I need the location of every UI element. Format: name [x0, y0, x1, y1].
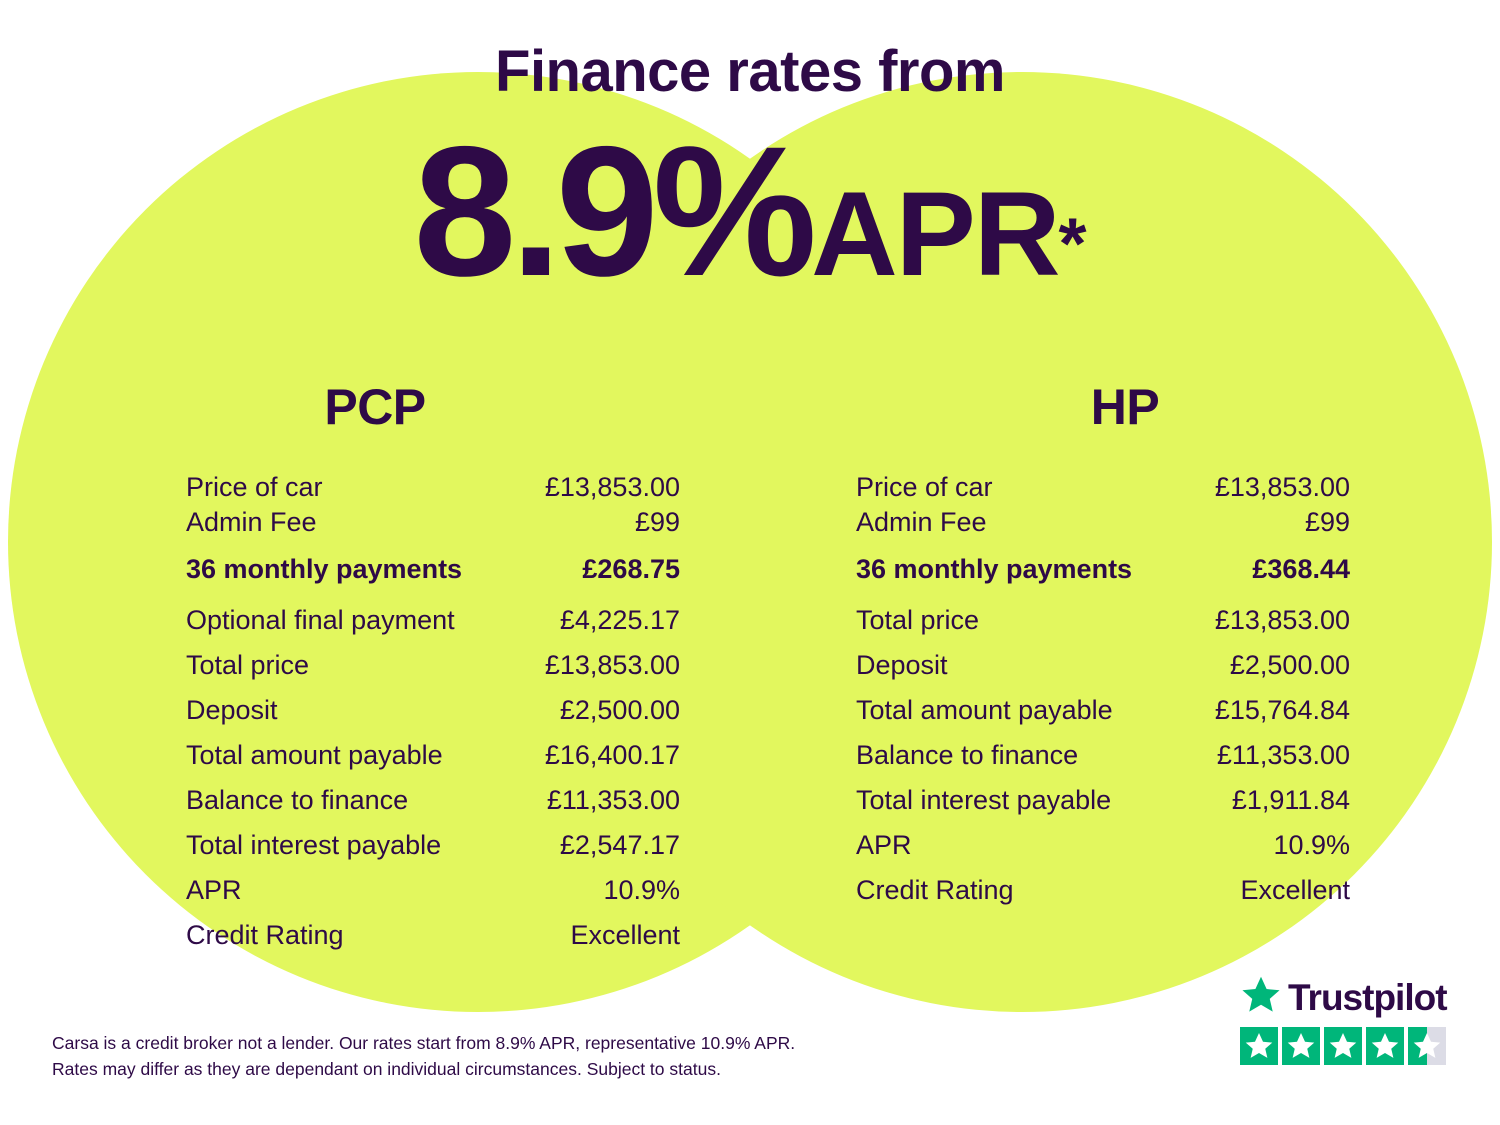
table-row: [856, 505, 1350, 540]
row-value: £2,547.17: [559, 830, 680, 860]
row-label: Total interest payable: [856, 785, 1112, 815]
row-label: Balance to finance: [856, 740, 1079, 770]
row-label: 36 monthly payments: [186, 554, 463, 584]
table-row: [186, 643, 680, 688]
row-value: £2,500.00: [559, 695, 680, 725]
row-value: £16,400.17: [544, 740, 680, 770]
apr-rate-value: 8.9%: [413, 109, 812, 315]
table-row: [856, 688, 1350, 733]
table-row: [186, 868, 680, 913]
row-label: 36 monthly payments: [856, 554, 1133, 584]
star-icon: [1366, 1027, 1404, 1065]
table-row: [186, 778, 680, 823]
row-label: Optional final payment: [186, 605, 455, 635]
row-value: £1,911.84: [1231, 785, 1350, 815]
row-value: Excellent: [1240, 875, 1350, 905]
row-value: £15,764.84: [1214, 695, 1350, 725]
row-value: £99: [1304, 507, 1350, 537]
table-row: [856, 598, 1350, 643]
table-row: [186, 913, 680, 958]
row-value: £4,225.17: [559, 605, 680, 635]
row-label: Price of car: [186, 472, 323, 502]
disclaimer-line-2: Rates may differ as they are dependant on individual circumstances. Subject to status.: [52, 1059, 721, 1079]
row-label: Total amount payable: [186, 740, 443, 770]
row-value: £11,353.00: [1216, 740, 1350, 770]
trustpilot-star-icon: [1240, 974, 1282, 1021]
row-label: Total price: [186, 650, 310, 680]
row-label: APR: [186, 875, 242, 905]
finance-column-pcp: [0, 378, 750, 958]
row-value: £2,500.00: [1229, 650, 1350, 680]
table-row: [186, 823, 680, 868]
apr-label: APR: [811, 167, 1059, 301]
apr-rate-display: [0, 109, 1500, 315]
row-value: 10.9%: [1273, 830, 1350, 860]
table-row: [186, 505, 680, 540]
row-label: Price of car: [856, 472, 993, 502]
table-row: [186, 598, 680, 643]
row-value: £11,353.00: [546, 785, 680, 815]
table-row: [856, 868, 1350, 913]
star-icon: [1282, 1027, 1320, 1065]
finance-comparison: [0, 378, 1500, 958]
table-row: [856, 733, 1350, 778]
row-value: 10.9%: [603, 875, 680, 905]
page-title: Finance rates from: [495, 39, 1005, 104]
hp-rows: [856, 470, 1350, 913]
row-label: Admin Fee: [186, 507, 317, 537]
row-label: Credit Rating: [856, 875, 1014, 905]
row-value: £13,853.00: [544, 650, 680, 680]
star-half-icon: [1408, 1027, 1446, 1065]
row-label: Credit Rating: [186, 920, 344, 950]
row-value: £99: [634, 507, 680, 537]
trustpilot-stars: [1240, 1027, 1450, 1065]
disclaimer-line-1: Carsa is a credit broker not a lender. Our rates start from 8.9% APR, representative 10.9% APR.: [52, 1033, 796, 1053]
table-row: [186, 688, 680, 733]
apr-asterisk: *: [1058, 204, 1087, 285]
table-row-highlight: [856, 540, 1350, 598]
table-row-highlight: [186, 540, 680, 598]
row-label: Deposit: [186, 695, 278, 725]
star-icon: [1324, 1027, 1362, 1065]
row-label: Balance to finance: [186, 785, 409, 815]
row-value: £13,853.00: [544, 472, 680, 502]
row-value: £13,853.00: [1214, 605, 1350, 635]
table-row: [856, 823, 1350, 868]
trustpilot-rating: [1240, 975, 1450, 1065]
star-icon: [1240, 1027, 1278, 1065]
finance-column-hp: [750, 378, 1500, 958]
row-label: Admin Fee: [856, 507, 987, 537]
row-value: Excellent: [570, 920, 680, 950]
row-label: Deposit: [856, 650, 948, 680]
row-label: APR: [856, 830, 912, 860]
row-value: £13,853.00: [1214, 472, 1350, 502]
table-row: [856, 643, 1350, 688]
table-row: [856, 470, 1350, 505]
row-label: Total amount payable: [856, 695, 1113, 725]
column-title-pcp: PCP: [324, 379, 426, 435]
row-value: £268.75: [582, 554, 680, 584]
pcp-rows: [186, 470, 680, 958]
column-title-hp: HP: [1090, 379, 1160, 435]
table-row: [186, 733, 680, 778]
table-row: [186, 470, 680, 505]
disclaimer: [52, 1030, 795, 1082]
trustpilot-wordmark: Trustpilot: [1288, 976, 1447, 1018]
row-label: Total price: [856, 605, 980, 635]
row-value: £368.44: [1252, 554, 1350, 584]
trustpilot-logo: [1240, 975, 1450, 1019]
row-label: Total interest payable: [186, 830, 442, 860]
table-row: [856, 778, 1350, 823]
